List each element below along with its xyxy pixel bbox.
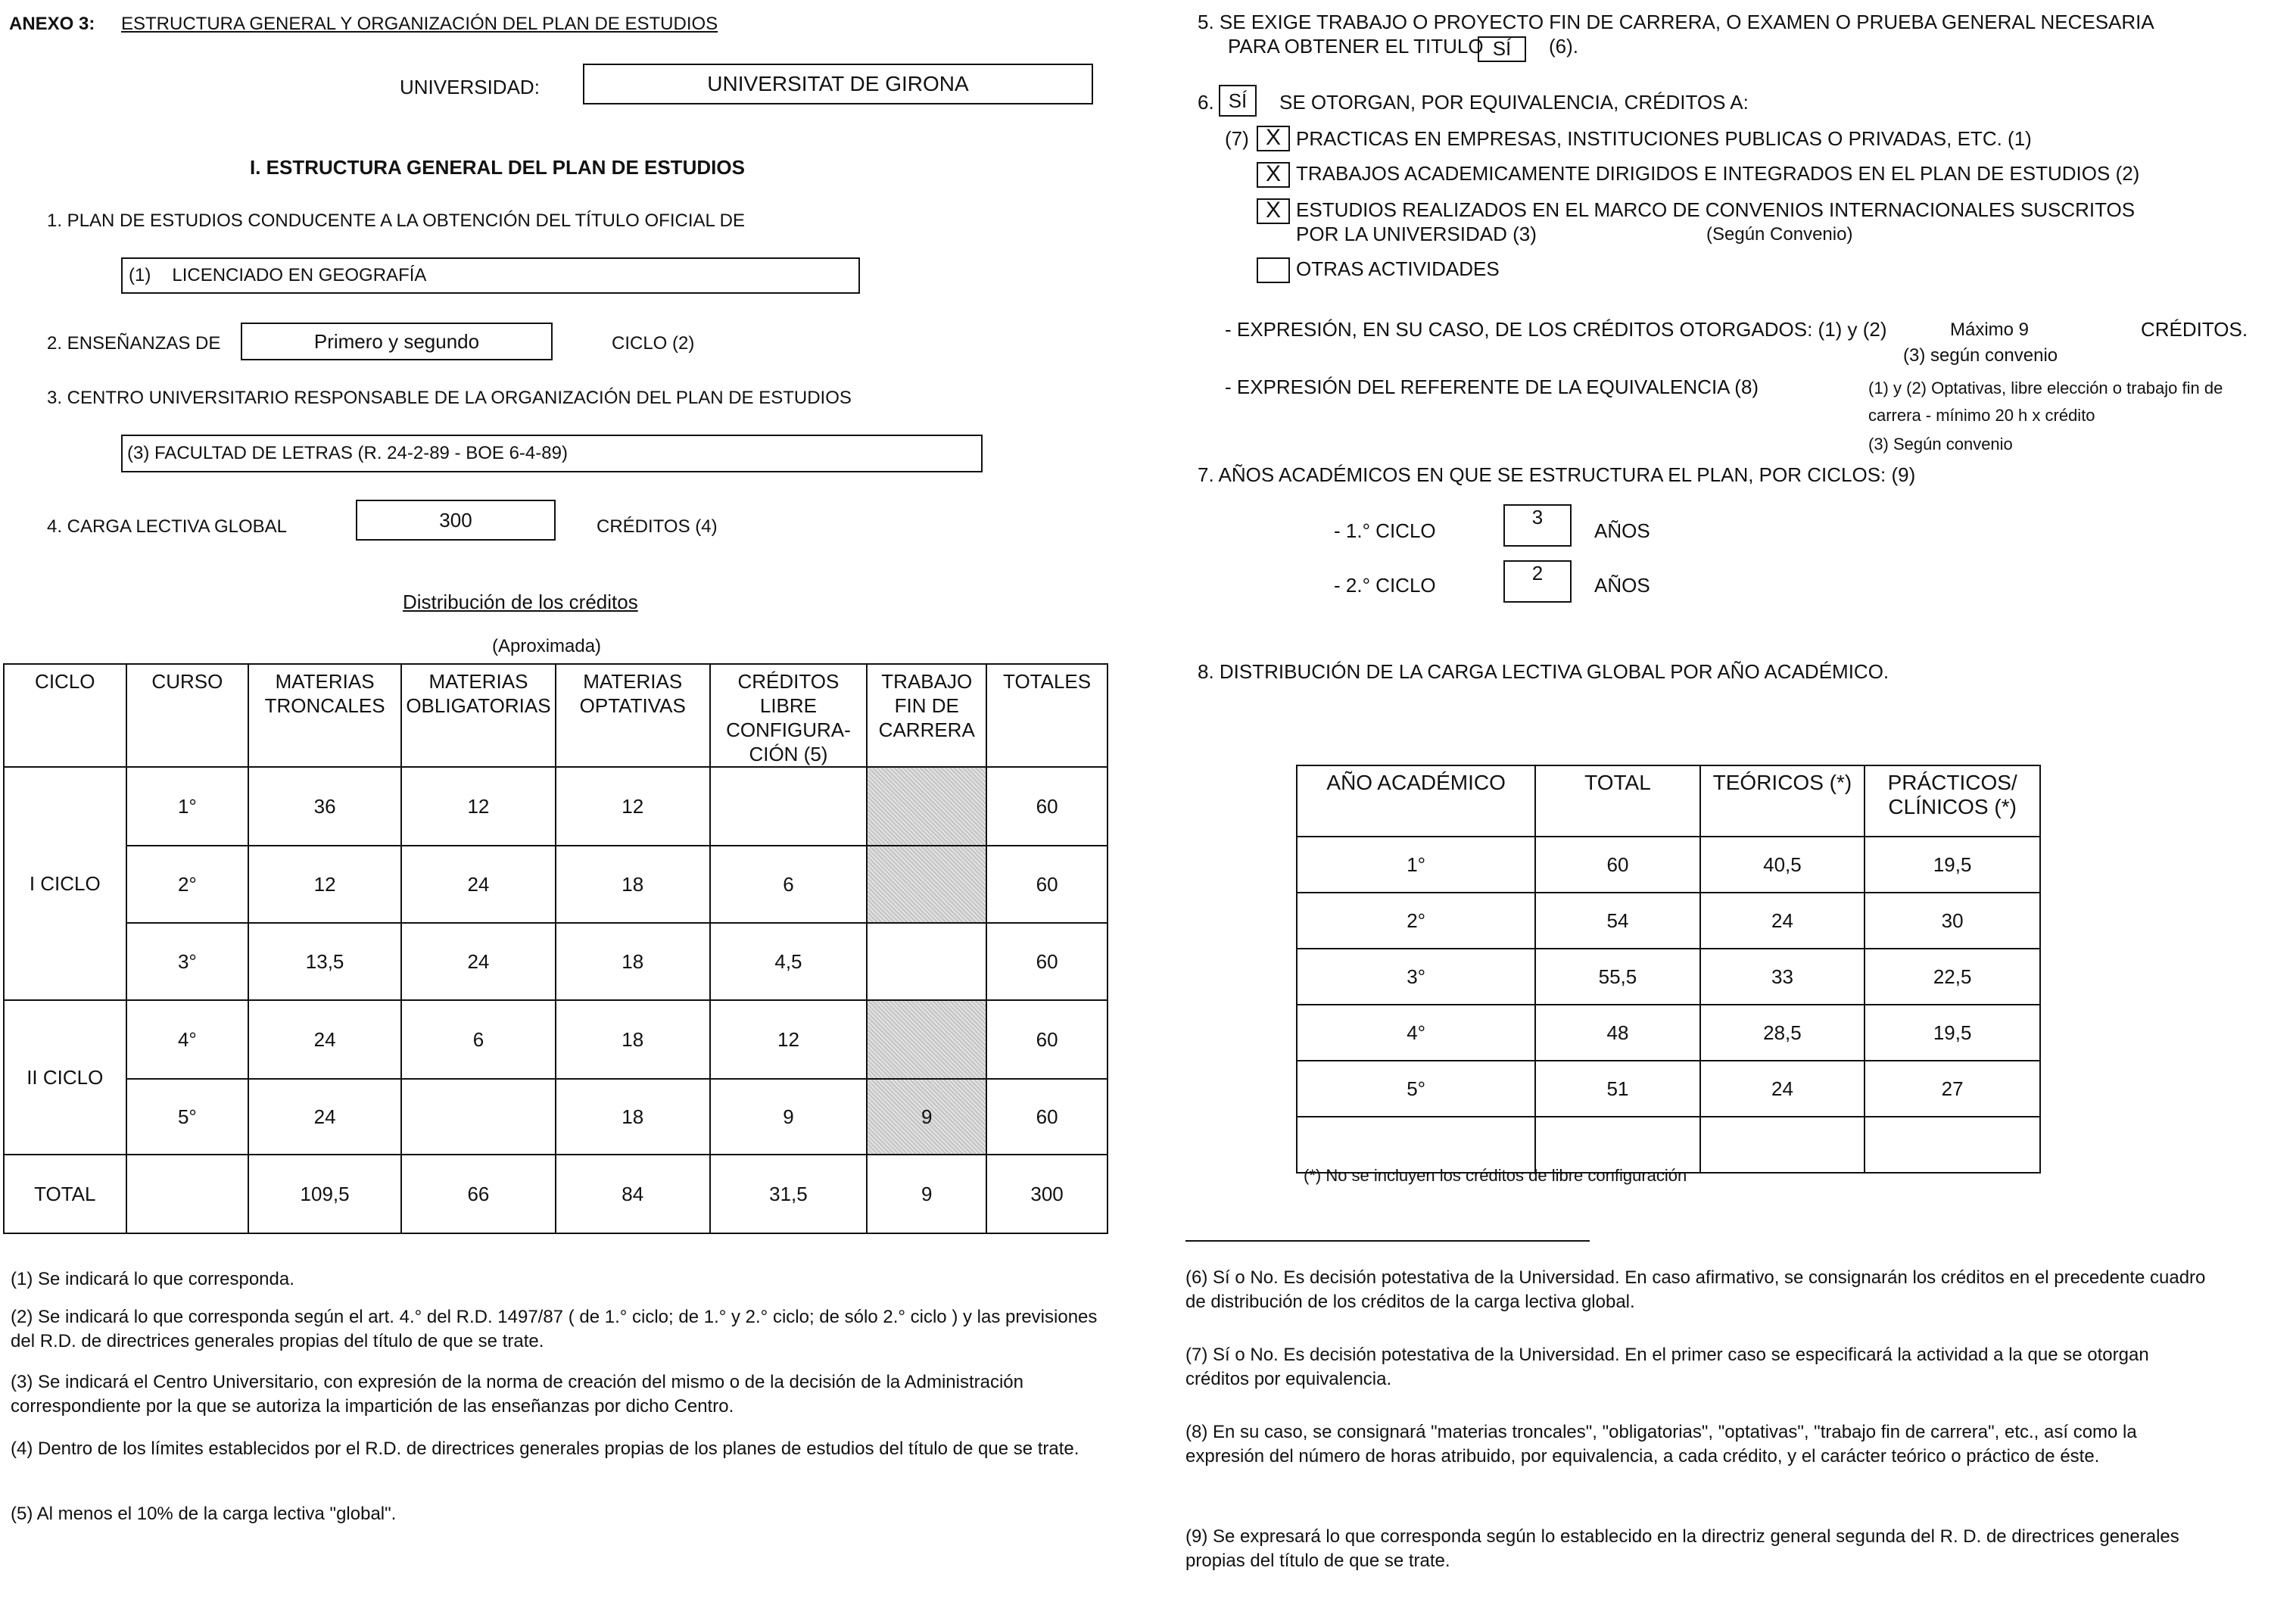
cycle1-label: - 1.° CICLO: [1334, 519, 1436, 542]
cell-optativas: 12: [556, 767, 710, 846]
cell-obligatorias: [401, 1079, 556, 1155]
cell-practicos: 30: [1865, 893, 2040, 949]
footnote-2: (2) Se indicará lo que corresponda según el art. 4.° del R.D. 1497/87 ( de 1.° ciclo; de 1.° y 2.° ciclo; de sólo 2.° ciclo ) y las previsiones del R.D. de directrices generales propias del título de que se trate.: [11, 1307, 1098, 1351]
option-estudios: ESTUDIOS REALIZADOS EN EL MARCO DE CONVENIOS INTERNACIONALES SUSCRITOS: [1296, 198, 2136, 221]
cell-totales: 60: [986, 767, 1108, 846]
cell-curso: 2°: [126, 846, 249, 923]
options-prefix: (7): [1225, 127, 1249, 150]
university-value: UNIVERSITAT DE GIRONA: [707, 72, 969, 95]
expr1-value: Máximo 9: [1950, 319, 2030, 340]
annex-prefix: ANEXO 3:: [9, 14, 95, 34]
cycle2-label: - 2.° CICLO: [1334, 574, 1436, 597]
cell-troncales: 109,5: [248, 1155, 401, 1233]
cell-trabajo-shaded: [867, 1000, 986, 1079]
col-practicos: PRÁCTICOS/ CLÍNICOS (*): [1865, 765, 2040, 837]
annex-title: ESTRUCTURA GENERAL Y ORGANIZACIÓN DEL PLAN DE ESTUDIOS: [121, 14, 718, 34]
item2-label: 2. ENSEÑANZAS DE: [47, 333, 221, 354]
cycle2-years: 2: [1531, 562, 1544, 584]
section-title: I. ESTRUCTURA GENERAL DEL PLAN DE ESTUDIOS: [250, 156, 745, 179]
cell-empty: [1865, 1117, 2040, 1173]
cell-curso: 3°: [126, 923, 249, 1000]
footnote-3: (3) Se indicará el Centro Universitario, con expresión de la norma de creación del mismo o de la decisión de la Administración correspondiente por la que se autoriza la impartición de las enseñanzas por dicho Centro.: [11, 1372, 1023, 1417]
load-field: [356, 500, 556, 541]
degree-value: LICENCIADO EN GEOGRAFÍA: [172, 265, 427, 285]
distribution-subtitle: (Aproximada): [492, 636, 602, 656]
degree-prefix: (1): [129, 265, 151, 285]
footnote-9: (9) Se expresará lo que corresponda según lo establecido en la directriz general segunda del R. D. de directrices generales propias del título de que se trate.: [1185, 1526, 2179, 1571]
col-trabajo: TRABAJO FIN DE CARRERA: [867, 664, 986, 767]
cell-trabajo: [867, 923, 986, 1000]
cell-empty: [1700, 1117, 1865, 1173]
cell-total: 48: [1535, 1005, 1699, 1061]
item4-suffix: CRÉDITOS (4): [597, 516, 718, 537]
footnote-7: (7) Sí o No. Es decisión potestativa de la Universidad. En el primer caso se especificará la actividad a la que se otorgan créditos por equivalencia.: [1185, 1345, 2149, 1389]
cell-total: 54: [1535, 893, 1699, 949]
item5-line2: PARA OBTENER EL TITULO: [1228, 35, 1484, 58]
cell-optativas: 84: [556, 1155, 710, 1233]
cell-year: 1°: [1297, 837, 1535, 893]
footnote-5: (5) Al menos el 10% de la carga lectiva "global".: [11, 1504, 397, 1524]
cell-empty: [1297, 1117, 1535, 1173]
cell-curso: 5°: [126, 1079, 249, 1155]
expr2-line1: (1) y (2) Optativas, libre elección o trabajo fin de: [1868, 379, 2223, 397]
col-totales: TOTALES: [986, 664, 1108, 767]
col-troncales: MATERIAS TRONCALES: [248, 664, 401, 767]
cell-troncales: 13,5: [248, 923, 401, 1000]
centre-value: (3) FACULTAD DE LETRAS (R. 24-2-89 - BOE 6-4-89): [127, 443, 568, 463]
cycle1-years: 3: [1531, 506, 1544, 528]
option-otras: OTRAS ACTIVIDADES: [1296, 257, 1500, 280]
cycle-value: Primero y segundo: [313, 329, 480, 353]
cell-teoricos: 24: [1700, 1061, 1865, 1117]
cell-trabajo-shaded: 9: [867, 1079, 986, 1155]
degree-field: [121, 257, 860, 294]
table-header-row: [4, 664, 1108, 767]
cell-practicos: 27: [1865, 1061, 2040, 1117]
expr1-label: - EXPRESIÓN, EN SU CASO, DE LOS CRÉDITOS OTORGADOS: (1) y (2): [1225, 318, 1887, 341]
item6-text: SE OTORGAN, POR EQUIVALENCIA, CRÉDITOS A:: [1279, 91, 1749, 114]
col-obligatorias: MATERIAS OBLIGATORIAS: [401, 664, 556, 767]
cell-troncales: 36: [248, 767, 401, 846]
cell-year: 5°: [1297, 1061, 1535, 1117]
cell-obligatorias: 12: [401, 767, 556, 846]
cycle1-unit: AÑOS: [1594, 519, 1650, 542]
cell-totales: 60: [986, 1079, 1108, 1155]
item5-suffix: (6).: [1549, 35, 1578, 58]
cell-teoricos: 24: [1700, 893, 1865, 949]
item5-line1: 5. SE EXIGE TRABAJO O PROYECTO FIN DE CARRERA, O EXAMEN O PRUEBA GENERAL NECESARIA: [1198, 11, 2154, 33]
option-trabajos: TRABAJOS ACADEMICAMENTE DIRIGIDOS E INTEGRADOS EN EL PLAN DE ESTUDIOS (2): [1296, 162, 2140, 185]
col-ciclo: CICLO: [4, 664, 126, 767]
centre-field: [121, 435, 983, 472]
option-practicas: PRACTICAS EN EMPRESAS, INSTITUCIONES PUBLICAS O PRIVADAS, ETC. (1): [1296, 127, 2032, 150]
col-teoricos: TEÓRICOS (*): [1700, 765, 1865, 837]
cycle2-years-field: [1503, 560, 1572, 603]
cell-trabajo-shaded: [867, 767, 986, 846]
col-optativas: MATERIAS OPTATIVAS: [556, 664, 710, 767]
cell-totales: 300: [986, 1155, 1108, 1233]
cell-optativas: 18: [556, 846, 710, 923]
cell-obligatorias: 24: [401, 846, 556, 923]
cell-practicos: 19,5: [1865, 1005, 2040, 1061]
cell-obligatorias: 6: [401, 1000, 556, 1079]
cell-year: 3°: [1297, 949, 1535, 1005]
table-row: [4, 1079, 1108, 1155]
col-year: AÑO ACADÉMICO: [1297, 765, 1535, 837]
col-libre: CRÉDITOS LIBRE CONFIGURA- CIÓN (5): [710, 664, 868, 767]
cell-obligatorias: 66: [401, 1155, 556, 1233]
cell-teoricos: 40,5: [1700, 837, 1865, 893]
item3-label: 3. CENTRO UNIVERSITARIO RESPONSABLE DE LA ORGANIZACIÓN DEL PLAN DE ESTUDIOS: [47, 388, 852, 408]
table-header-row: [1297, 765, 2040, 837]
cell-curso: 1°: [126, 767, 249, 846]
item8-label: 8. DISTRIBUCIÓN DE LA CARGA LECTIVA GLOBAL POR AÑO ACADÉMICO.: [1198, 660, 1889, 683]
checkbox-icon: X: [1257, 198, 1290, 224]
cell-empty: [1535, 1117, 1699, 1173]
expr1-note: (3) según convenio: [1903, 345, 2058, 366]
cell-obligatorias: 24: [401, 923, 556, 1000]
option-estudios-line2: POR LA UNIVERSIDAD (3): [1296, 223, 1537, 245]
distribution-title: Distribución de los créditos: [403, 591, 638, 613]
footnote-8: (8) En su caso, se consignará "materias troncales", "obligatorias", "optativas", "trabajo fin de carrera", etc., así como la expresión del número de horas atribuido, por equivalencia, a cada crédito, y el carácter teórico o práctico de éste.: [1185, 1422, 2137, 1467]
cell-teoricos: 33: [1700, 949, 1865, 1005]
cell-optativas: 18: [556, 923, 710, 1000]
cell-troncales: 12: [248, 846, 401, 923]
cell-year: 4°: [1297, 1005, 1535, 1061]
item4-label: 4. CARGA LECTIVA GLOBAL: [47, 516, 288, 537]
cycle1-years-field: [1503, 504, 1572, 547]
cell-optativas: 18: [556, 1079, 710, 1155]
cell-libre: 31,5: [710, 1155, 868, 1233]
table-row: [4, 1000, 1108, 1079]
cell-curso: [126, 1155, 249, 1233]
table-row: [1297, 837, 2040, 893]
cell-totales: 60: [986, 1000, 1108, 1079]
year-table-note: (*) No se incluyen los créditos de libre configuración: [1304, 1166, 1687, 1185]
cell-teoricos: 28,5: [1700, 1005, 1865, 1061]
table-row: [4, 846, 1108, 923]
expr1-unit: CRÉDITOS.: [2141, 318, 2248, 341]
footnote-4: (4) Dentro de los límites establecidos por el R.D. de directrices generales propias de los planes de estudios del título de que se trate.: [11, 1438, 1079, 1459]
table-row: [1297, 893, 2040, 949]
university-field: [583, 64, 1093, 104]
cell-optativas: 18: [556, 1000, 710, 1079]
option-estudios-note: (Según Convenio): [1706, 224, 1853, 245]
cell-totales: 60: [986, 846, 1108, 923]
cell-total: 51: [1535, 1061, 1699, 1117]
cell-totales: 60: [986, 923, 1108, 1000]
cell-trabajo-shaded: [867, 846, 986, 923]
table-row: [1297, 1061, 2040, 1117]
checkbox-icon: X: [1257, 126, 1290, 151]
cycle2-unit: AÑOS: [1594, 574, 1650, 597]
cycle-field: [241, 323, 553, 360]
cell-libre: [710, 767, 868, 846]
item6-prefix: 6.: [1198, 91, 1214, 114]
table-total-row: [4, 1155, 1108, 1233]
expr2-line2: carrera - mínimo 20 h x crédito: [1868, 406, 2095, 425]
cell-total: 55,5: [1535, 949, 1699, 1005]
col-total: TOTAL: [1535, 765, 1699, 837]
cell-libre: 9: [710, 1079, 868, 1155]
cell-practicos: 22,5: [1865, 949, 2040, 1005]
cycle-1-cell: I CICLO: [4, 767, 126, 1000]
table-row: [1297, 1005, 2040, 1061]
footnote-6: (6) Sí o No. Es decisión potestativa de la Universidad. En caso afirmativo, se consignarán los créditos en el precedente cuadro de distribución de los créditos de la carga lectiva global.: [1185, 1267, 2206, 1312]
cell-practicos: 19,5: [1865, 837, 2040, 893]
col-curso: CURSO: [126, 664, 249, 767]
cycle-2-cell: II CICLO: [4, 1000, 126, 1155]
item7-label: 7. AÑOS ACADÉMICOS EN QUE SE ESTRUCTURA EL PLAN, POR CICLOS: (9): [1198, 463, 1916, 486]
table-row: [4, 923, 1108, 1000]
table-row: [1297, 949, 2040, 1005]
checkbox-icon: X: [1257, 162, 1290, 188]
cell-libre: 6: [710, 846, 868, 923]
expr2-label: - EXPRESIÓN DEL REFERENTE DE LA EQUIVALENCIA (8): [1225, 376, 1759, 398]
item5-box: SÍ: [1478, 36, 1526, 62]
cell-troncales: 24: [248, 1000, 401, 1079]
table-row-empty: [1297, 1117, 2040, 1173]
credit-distribution-table: [3, 663, 1108, 1234]
cell-total: 60: [1535, 837, 1699, 893]
cell-troncales: 24: [248, 1079, 401, 1155]
cell-trabajo: 9: [867, 1155, 986, 1233]
table-row: [4, 767, 1108, 846]
cell-total-label: TOTAL: [4, 1155, 126, 1233]
checkbox-icon: [1257, 257, 1290, 283]
item2-suffix: CICLO (2): [612, 333, 695, 354]
cell-year: 2°: [1297, 893, 1535, 949]
cell-curso: 4°: [126, 1000, 249, 1079]
academic-year-table: [1296, 765, 2041, 1174]
footnote-1: (1) Se indicará lo que corresponda.: [11, 1269, 294, 1289]
load-value: 300: [439, 508, 472, 531]
cell-libre: 4,5: [710, 923, 868, 1000]
expr2-line3: (3) Según convenio: [1868, 435, 2013, 454]
university-label: UNIVERSIDAD:: [400, 76, 540, 98]
footnote-divider: [1185, 1240, 1590, 1242]
item1-label: 1. PLAN DE ESTUDIOS CONDUCENTE A LA OBTENCIÓN DEL TÍTULO OFICIAL DE: [47, 210, 745, 231]
item6-box: SÍ: [1219, 85, 1257, 117]
cell-libre: 12: [710, 1000, 868, 1079]
